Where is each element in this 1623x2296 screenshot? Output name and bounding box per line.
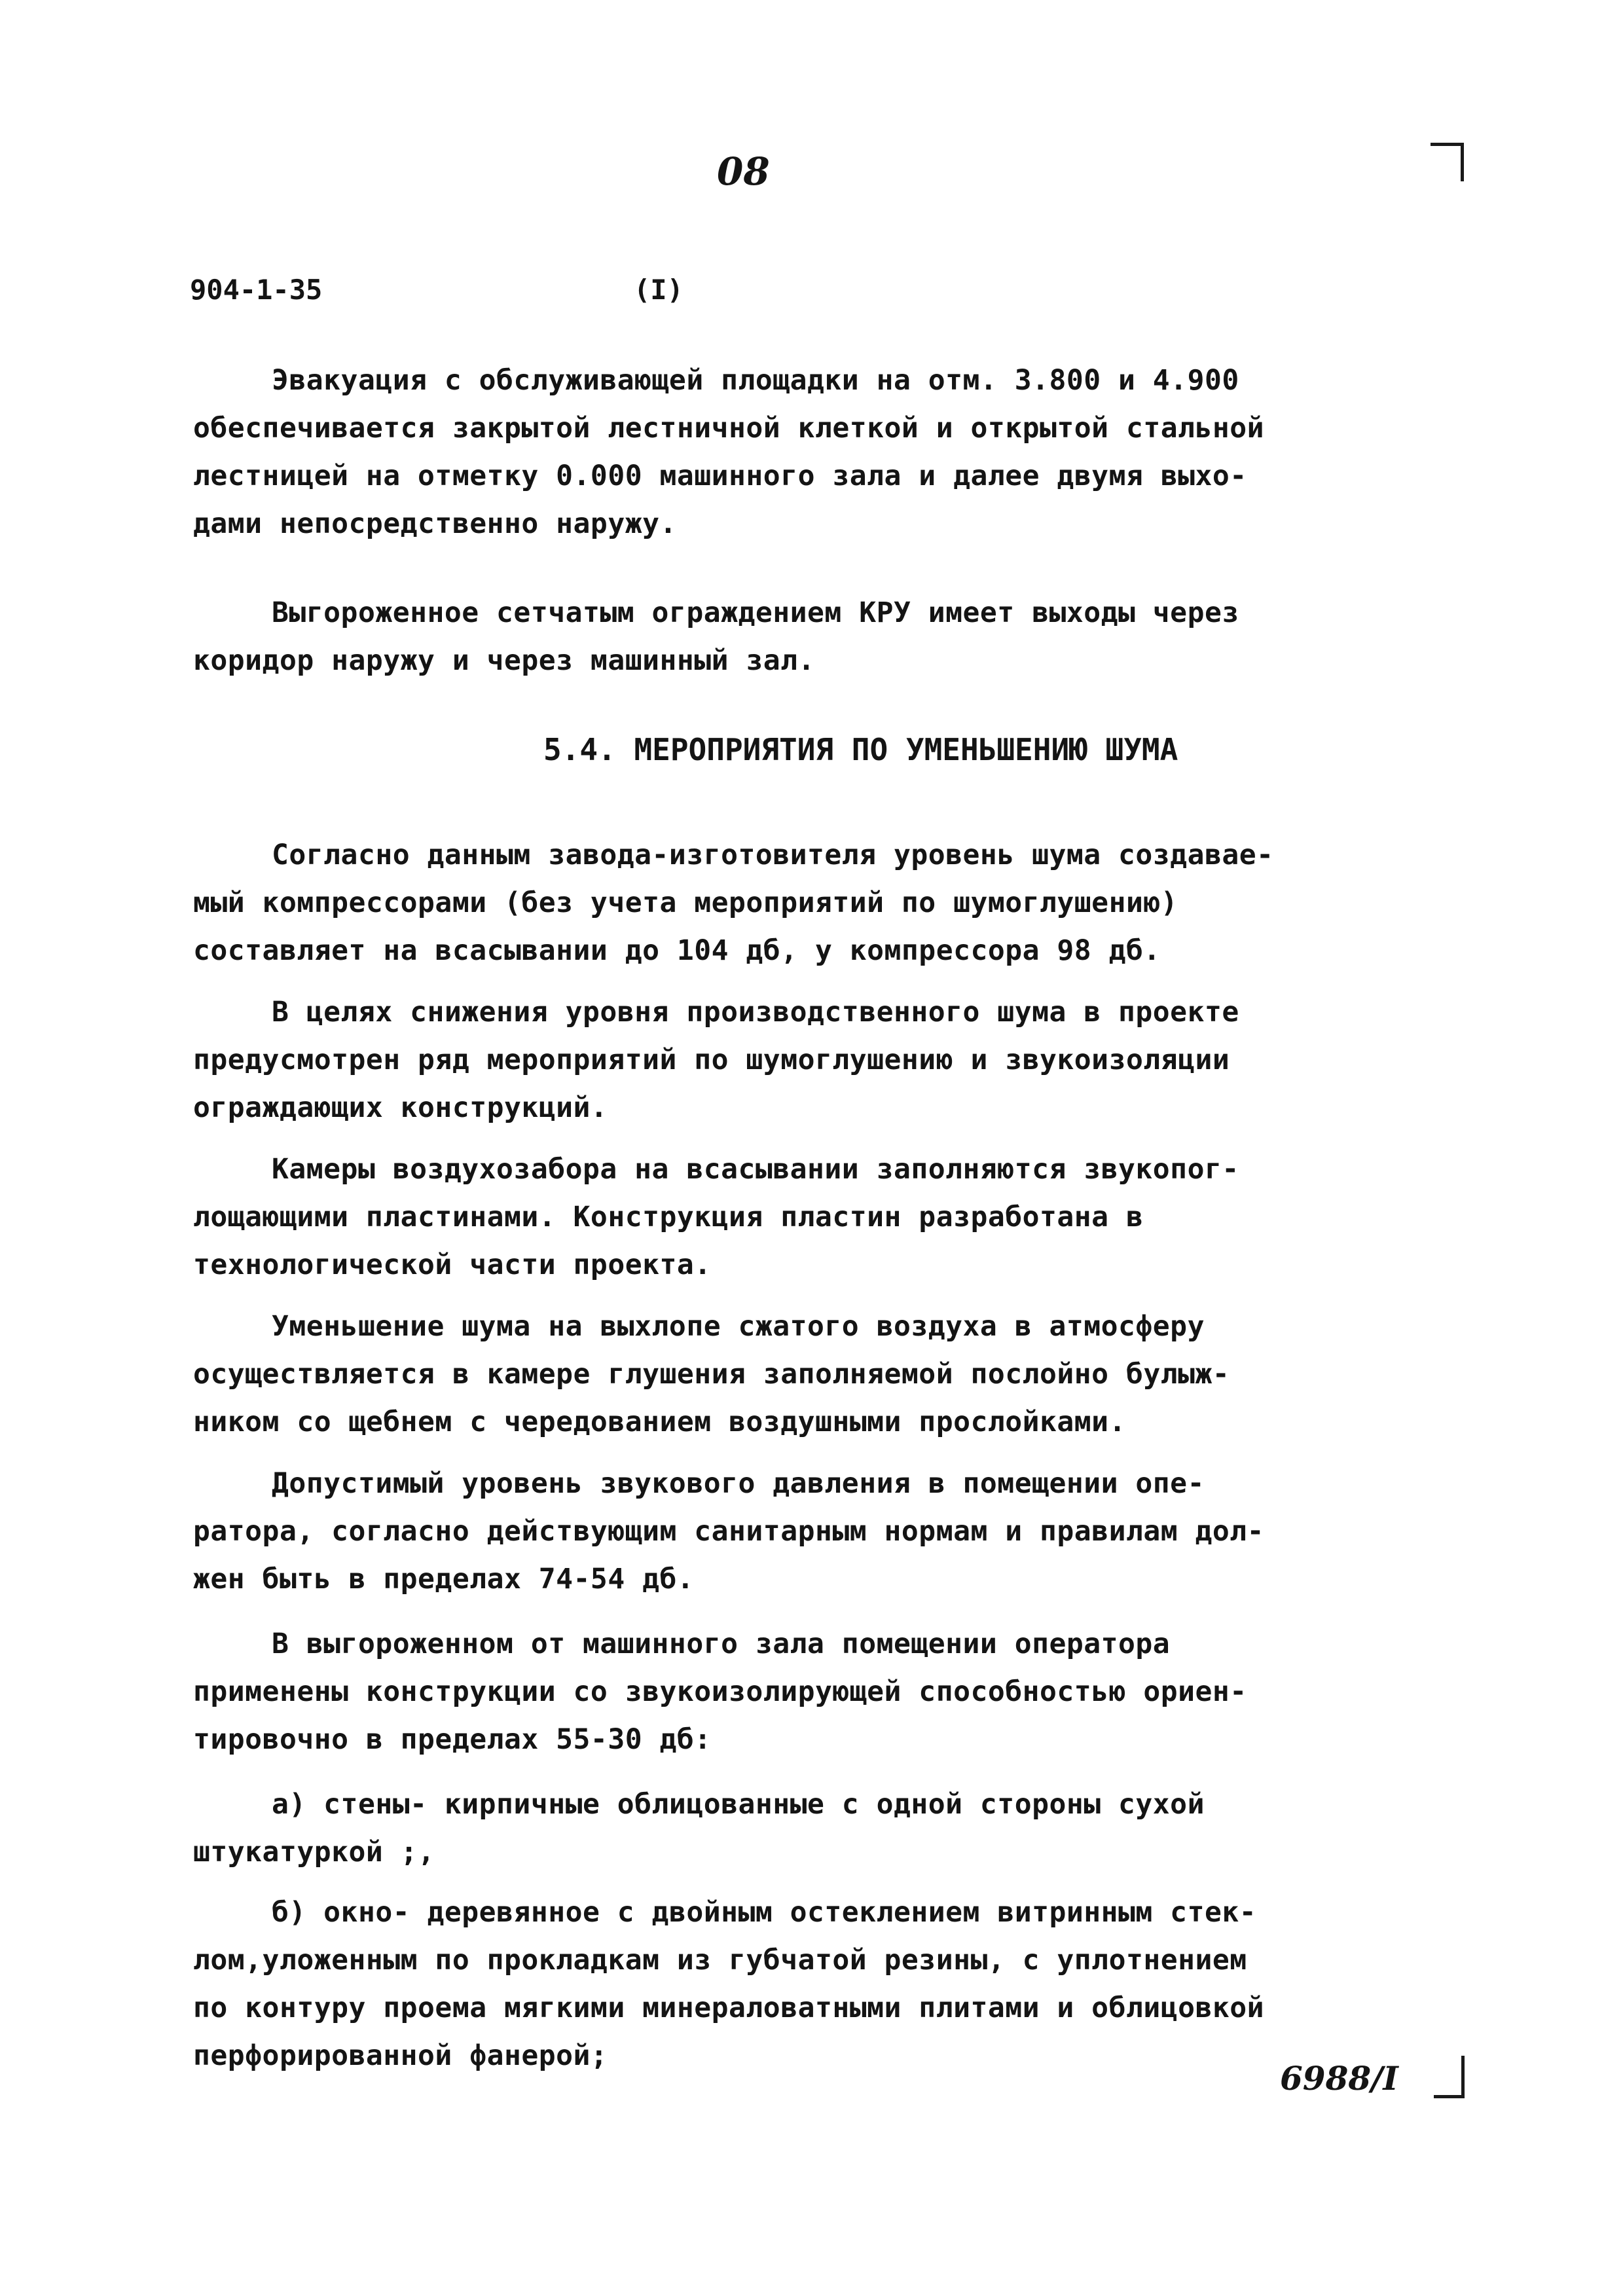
text-line: обеспечивается закрытой лестничной клеткой и открытой стальной xyxy=(193,412,1265,445)
text-line: коридор наружу и через машинный зал. xyxy=(193,644,815,677)
text-line: ратора, согласно действующим санитарным нормам и правилам дол- xyxy=(193,1515,1265,1548)
paragraph-air-intake xyxy=(193,1146,1424,1289)
text-line: а) стены- кирпичные облицованные с одной стороны сухой xyxy=(272,1788,1205,1821)
text-line: Эвакуация с обслуживающей площадки на отм. 3.800 и 4.900 xyxy=(272,364,1239,397)
text-line: Уменьшение шума на выхлопе сжатого воздуха в атмосферу xyxy=(272,1310,1205,1343)
text-line: предусмотрен ряд мероприятий по шумоглушению и звукоизоляции xyxy=(193,1044,1230,1076)
corner-mark-bottom-right xyxy=(1434,2056,1465,2098)
paragraph-operator-room xyxy=(193,1620,1424,1764)
text-line: ограждающих конструкций. xyxy=(193,1091,608,1124)
page-number: 08 xyxy=(717,149,770,194)
text-line: б) окно- деревянное с двойным остеклением витринным стек- xyxy=(272,1896,1257,1929)
footer-code: 6988/I xyxy=(1280,2059,1398,2098)
paragraph-permissible-level xyxy=(193,1460,1424,1603)
text-line: тировочно в пределах 55-30 дб: xyxy=(193,1723,712,1756)
paragraph-evacuation xyxy=(193,357,1424,548)
text-line: мый компрессорами (без учета мероприятий по шумоглушению) xyxy=(193,886,1178,919)
text-line: перфорированной фанерой; xyxy=(193,2039,608,2072)
text-line: штукатуркой ;, xyxy=(193,1836,435,1868)
sheet-mark: (I) xyxy=(634,274,684,306)
text-line: лощающими пластинами. Конструкция пластин разработана в xyxy=(193,1201,1144,1233)
text-line: В выгороженном от машинного зала помещении оператора xyxy=(272,1628,1171,1660)
text-line: жен быть в пределах 74-54 дб. xyxy=(193,1563,695,1595)
text-line: осуществляется в камере глушения заполняемой послойно булыж- xyxy=(193,1358,1230,1391)
text-line: Камеры воздухозабора на всасывании заполняются звукопог- xyxy=(272,1153,1239,1186)
text-line: Выгороженное сетчатым ограждением КРУ имеет выходы через xyxy=(272,596,1239,629)
list-item-walls xyxy=(193,1781,1424,1876)
text-line: Допустимый уровень звукового давления в помещении опе- xyxy=(272,1467,1205,1500)
paragraph-kru-exits xyxy=(193,589,1424,685)
text-line: В целях снижения уровня производственного шума в проекте xyxy=(272,996,1239,1029)
text-line: лом,уложенным по прокладкам из губчатой резины, с уплотнением xyxy=(193,1944,1247,1977)
text-line: лестницей на отметку 0.000 машинного зала и далее двумя выхо- xyxy=(193,460,1247,492)
document-code: 904-1-35 xyxy=(190,274,323,306)
paragraph-noise-measures xyxy=(193,989,1424,1132)
paragraph-noise-level xyxy=(193,831,1424,975)
corner-mark-top-right xyxy=(1431,143,1464,181)
text-line: Согласно данным завода-изготовителя уровень шума создавае- xyxy=(272,839,1274,871)
text-line: применены конструкции со звукоизолирующей способностью ориен- xyxy=(193,1675,1247,1708)
text-line: технологической части проекта. xyxy=(193,1248,712,1281)
text-line: дами непосредственно наружу. xyxy=(193,507,677,540)
text-line: ником со щебнем с чередованием воздушными прослойками. xyxy=(193,1406,1126,1438)
section-heading: 5.4. МЕРОПРИЯТИЯ ПО УМЕНЬШЕНИЮ ШУМА xyxy=(543,732,1178,767)
paragraph-exhaust xyxy=(193,1303,1424,1446)
text-line: составляет на всасывании до 104 дб, у компрессора 98 дб. xyxy=(193,934,1161,967)
list-item-window xyxy=(193,1889,1424,2080)
text-line: по контуру проема мягкими минераловатными плитами и облицовкой xyxy=(193,1992,1265,2024)
